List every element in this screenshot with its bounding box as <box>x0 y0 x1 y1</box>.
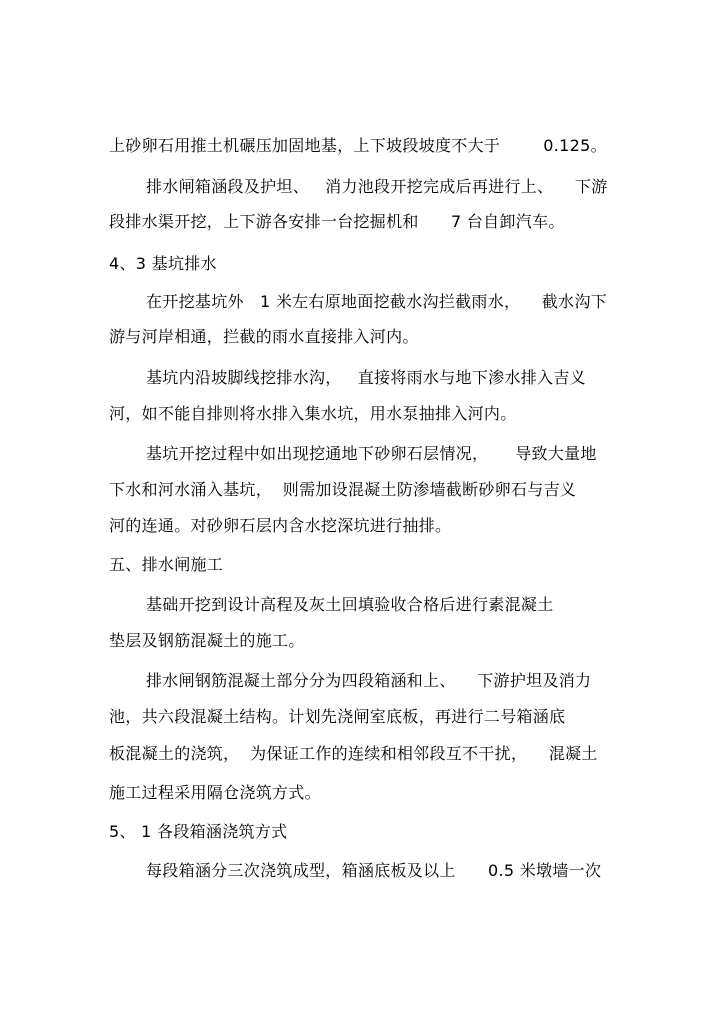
text-line-3: 段排水渠开挖，上下游各安排一台挖掘机和 7 台自卸汽车。 <box>109 212 565 231</box>
text-line-5: 在开挖基坑外 1 米左右原地面挖截水沟拦截雨水， 截水沟下 <box>146 292 608 311</box>
text-line-10: 下水和河水涌入基坑， 则需加设混凝土防渗墙截断砂卵石与吉义 <box>109 480 577 499</box>
section-heading-5: 五、排水闸施工 <box>109 555 224 574</box>
text-line-20: 每段箱涵分三次浇筑成型，箱涵底板及以上 0.5 米墩墙一次 <box>146 861 602 880</box>
text-line-9: 基坑开挖过程中如出现挖通地下砂卵石层情况， 导致大量地 <box>146 444 597 463</box>
text-line-6: 游与河岸相通，拦截的雨水直接排入河内。 <box>109 327 419 346</box>
section-heading-5-1: 5、 1 各段箱涵浇筑方式 <box>109 822 288 841</box>
text-line-2: 排水闸箱涵段及护坦、 消力池段开挖完成后再进行上、 下游 <box>146 177 608 196</box>
text-line-7: 基坑内沿坡脚线挖排水沟， 直接将雨水与地下渗水排入吉义 <box>146 368 586 387</box>
text-line-11: 河的连通。对砂卵石层内含水挖深坑进行抽排。 <box>109 516 452 535</box>
text-line-18: 施工过程采用隔仓浇筑方式。 <box>109 783 321 802</box>
text-line-8: 河，如不能自排则将水排入集水坑，用水泵抽排入河内。 <box>109 404 517 423</box>
text-line-13: 基础开挖到设计高程及灰土回填验收合格后进行素混凝土 <box>146 595 554 614</box>
text-line-14: 垫层及钢筋混凝土的施工。 <box>109 631 305 650</box>
section-heading-4-3: 4、3 基坑排水 <box>109 254 217 273</box>
text-line-16: 池，共六段混凝土结构。计划先浇闸室底板，再进行二号箱涵底 <box>109 707 566 726</box>
text-line-17: 板混凝土的浇筑， 为保证工作的连续和相邻段互不干扰， 混凝土 <box>109 744 598 763</box>
text-line-1: 上砂卵石用推土机碾压加固地基，上下坡段坡度不大于 0.125。 <box>109 136 607 155</box>
text-line-15: 排水闸钢筋混凝土部分分为四段箱涵和上、 下游护坦及消力 <box>146 671 592 690</box>
